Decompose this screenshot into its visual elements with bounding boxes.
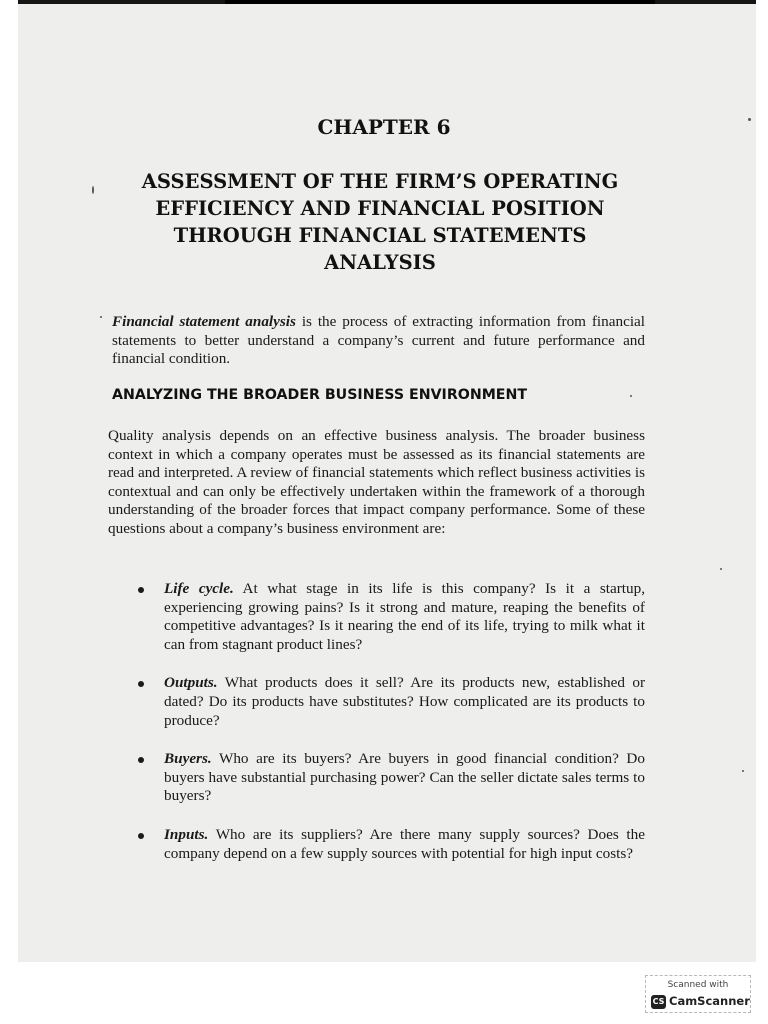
- camscanner-watermark: [645, 975, 751, 1013]
- camscanner-brand: CamScanner: [669, 994, 750, 1008]
- list-item-outputs: [132, 674, 645, 730]
- list-item-inputs: [132, 826, 645, 863]
- bullet-term: Outputs.: [164, 674, 218, 692]
- list-item-life-cycle: [132, 580, 645, 654]
- chapter-title: [100, 168, 660, 276]
- intro-term: Financial statement analysis: [112, 313, 296, 330]
- scan-speck: [100, 316, 102, 318]
- bullet-text: Who are its buyers? Are buyers in good financial condition? Do buyers have substantial purchasing power? Can the seller dictate sales terms to buyers?: [164, 750, 645, 805]
- bullet-term: Inputs.: [164, 825, 209, 843]
- scan-speck: [748, 118, 751, 121]
- scan-speck: [742, 770, 744, 772]
- chapter-title-line: THROUGH FINANCIAL STATEMENTS: [173, 224, 587, 247]
- bullet-icon: [138, 833, 144, 839]
- chapter-title-line: EFFICIENCY AND FINANCIAL POSITION: [155, 197, 605, 220]
- intro-paragraph: [112, 313, 645, 369]
- question-list: [132, 580, 645, 883]
- bullet-term: Buyers.: [164, 750, 212, 768]
- section-heading: ANALYZING THE BROADER BUSINESS ENVIRONMENT: [112, 387, 528, 403]
- bullet-text: What products does it sell? Are its products new, established or dated? Do its products have substitutes? How complicated are its products to produce?: [164, 674, 645, 729]
- page-top-edge: [225, 0, 655, 4]
- chapter-title-line: ANALYSIS: [324, 251, 436, 274]
- chapter-title-line: ASSESSMENT OF THE FIRM’S OPERATING: [141, 170, 619, 193]
- bullet-text: At what stage in its life is this company? Is it a startup, experiencing growing pains? Is it strong and mature, reaping the benefits of competitive advantages? Is it nearing the end of its life, trying to milk what it can from stagnant product lines?: [164, 580, 645, 653]
- bullet-icon: [138, 587, 144, 593]
- intro-text: is the process of extracting information from financial statements to better understand a company’s current and future performance and financial condition.: [112, 313, 645, 368]
- chapter-label: CHAPTER 6: [317, 115, 451, 139]
- section-paragraph: Quality analysis depends on an effective business analysis. The broader business context in which a company operates must be assessed as its financial statements are read and interpreted. A review of financial statements which reflect business activities is contextual and can only be effectively undertaken within the framework of a thorough understanding of the broader forces that impact company performance. Some of these questions about a company’s business environment are:: [108, 427, 645, 537]
- bullet-term: Life cycle.: [164, 580, 234, 597]
- scan-speck: [630, 395, 632, 397]
- scan-speck: [720, 568, 722, 570]
- scan-speck: [92, 186, 94, 194]
- bullet-text: Who are its suppliers? Are there many supply sources? Does the company depend on a few supply sources with potential for high input costs?: [164, 825, 645, 862]
- bullet-icon: [138, 757, 144, 763]
- scanned-with-label: Scanned with: [667, 980, 729, 990]
- bullet-icon: [138, 681, 144, 687]
- list-item-buyers: [132, 750, 645, 806]
- camscanner-logo-icon: CS: [651, 995, 666, 1009]
